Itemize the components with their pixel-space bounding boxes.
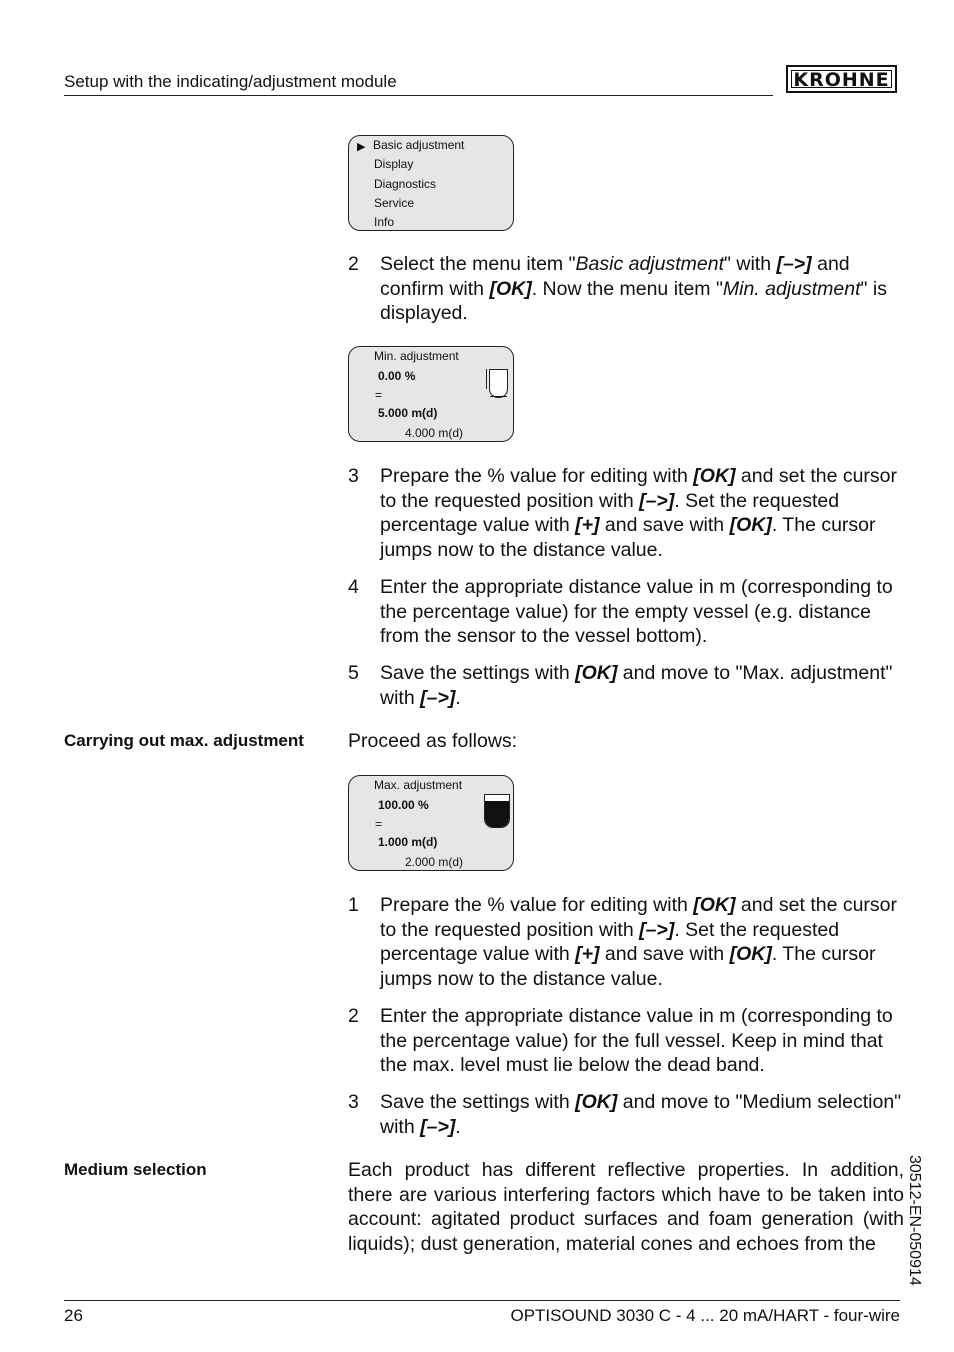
step-text: Enter the appropriate distance value in m (corresponding to the percentage value) for the full vessel. Keep in mind that the max. level must lie below the dead band. xyxy=(380,1005,893,1076)
step-save-min xyxy=(348,661,908,713)
step-text: Prepare the % value for editing with [OK] and set the cursor to the requested position with [–>]. Set the requested percentage value with [+] and save with [OK]. The cursor jumps now to the distance value. xyxy=(380,894,898,990)
step-number: 4 xyxy=(348,576,359,598)
menu-item-service: Service xyxy=(374,196,415,210)
equals-sign: = xyxy=(375,388,383,402)
display-max-adjustment xyxy=(348,775,514,871)
step-text: Save the settings with [OK] and move to "Max. adjustment" with [–>]. xyxy=(380,662,893,709)
footer-product-title: OPTISOUND 3030 C - 4 ... 20 mA/HART - four-wire xyxy=(510,1306,900,1325)
vessel-icon xyxy=(484,794,510,828)
vessel-fill xyxy=(485,801,509,827)
measured-distance: 2.000 m(d) xyxy=(405,855,464,869)
document-id: 30512-EN-050914 xyxy=(906,1155,923,1286)
step-text: Select the menu item "Basic adjustment" with [–>] and confirm with [OK]. Now the menu item "Min. adjustment" is displayed. xyxy=(380,253,887,324)
step-number: 3 xyxy=(348,1091,359,1113)
step-select-basic-adjustment xyxy=(348,252,908,328)
display-min-adjustment xyxy=(348,346,514,442)
step-save-max xyxy=(348,1090,908,1142)
section-intro: Proceed as follows: xyxy=(348,730,518,752)
step-text: Enter the appropriate distance value in m (corresponding to the percentage value) for the empty vessel (e.g. distance from the sensor to the vessel bottom). xyxy=(380,576,893,647)
step-number: 2 xyxy=(348,1005,359,1027)
menu-item-diagnostics: Diagnostics xyxy=(374,177,437,191)
page-number: 26 xyxy=(64,1306,83,1325)
section-paragraph: Each product has different reflective properties. In addition, there are various interfering factors which have to be taken into account: agitated product surfaces and foam generation (with liquids); dust generation, material cones and echoes from the xyxy=(348,1159,904,1255)
step-number: 1 xyxy=(348,894,359,916)
equals-sign: = xyxy=(375,817,383,831)
step-text: Save the settings with [OK] and move to "Medium selection" with [–>]. xyxy=(380,1091,902,1138)
display-menu xyxy=(348,135,514,231)
distance-value: 5.000 m(d) xyxy=(378,406,438,420)
percent-value: 100.00 % xyxy=(378,798,429,812)
vessel-icon xyxy=(489,369,508,398)
distance-value: 1.000 m(d) xyxy=(378,835,438,849)
measured-distance: 4.000 m(d) xyxy=(405,426,464,440)
menu-item-display: Display xyxy=(374,157,414,171)
section-heading-max-adjustment: Carrying out max. adjustment xyxy=(64,731,304,750)
display-title: Min. adjustment xyxy=(374,349,459,363)
step-enter-distance-full xyxy=(348,1004,908,1080)
section-heading-medium-selection: Medium selection xyxy=(64,1160,207,1179)
step-number: 5 xyxy=(348,662,359,684)
percent-value: 0.00 % xyxy=(378,369,416,383)
logo-text: KROHNE xyxy=(793,69,890,91)
page-header-title: Setup with the indicating/adjustment module xyxy=(64,72,397,91)
step-enter-distance-empty xyxy=(348,575,908,651)
step-number: 2 xyxy=(348,253,359,275)
header-divider xyxy=(64,95,773,96)
krohne-logo xyxy=(786,65,897,93)
step-number: 3 xyxy=(348,465,359,487)
footer-divider xyxy=(64,1300,900,1301)
menu-item-basic-adjustment: Basic adjustment xyxy=(373,138,465,152)
step-prepare-percent-min xyxy=(348,464,908,564)
logo-frame xyxy=(791,70,892,88)
step-prepare-percent-max xyxy=(348,893,908,993)
selection-arrow-icon: ▶ xyxy=(357,141,366,153)
step-text: Prepare the % value for editing with [OK] and set the cursor to the requested position with [–>]. Set the requested percentage value with [+] and save with [OK]. The cursor jumps now to the distance value. xyxy=(380,465,898,561)
vessel-fill xyxy=(490,396,507,397)
menu-item-info: Info xyxy=(374,215,395,229)
display-title: Max. adjustment xyxy=(374,778,463,792)
level-marker xyxy=(486,369,487,389)
